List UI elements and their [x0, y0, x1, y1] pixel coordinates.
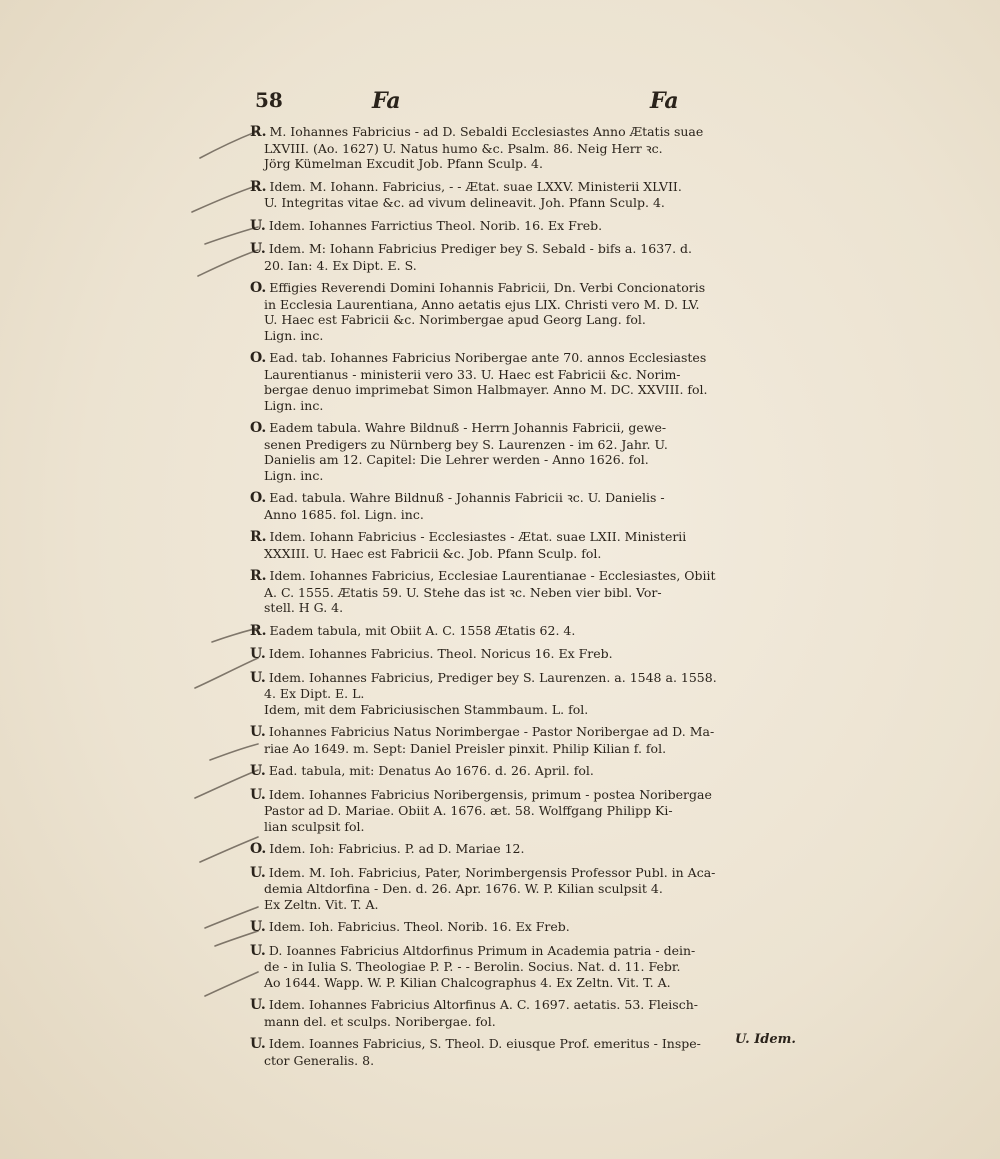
entry-line [250, 179, 805, 196]
page-number: 58 [255, 88, 283, 112]
entry-signum: U. [250, 919, 266, 935]
entry-text: Ead. tab. Iohannes Fabricius Noribergae ante 70. annos Ecclesiastes [269, 350, 707, 365]
entry-line [250, 218, 805, 235]
entry-line [250, 367, 805, 383]
entry-signum: R. [250, 568, 267, 584]
entry-signum: R. [250, 529, 267, 545]
entry-line [250, 600, 805, 616]
entry-line [250, 258, 805, 274]
entry-line [250, 623, 805, 640]
catalogue-entry [250, 420, 805, 483]
entry-line [250, 420, 805, 437]
entry-text: Anno 1685. fol. Lign. inc. [264, 506, 424, 522]
entry-line [250, 468, 805, 484]
entry-line [250, 841, 805, 858]
entry-text: in Ecclesia Laurentiana, Anno aetatis ejus LIX. Christi vero M. D. LV. [264, 296, 700, 312]
entry-text: bergae denuo imprimebat Simon Halbmayer. Anno M. DC. XXVIII. fol. [264, 382, 708, 397]
entry-text: Idem. Iohann Fabricius - Ecclesiastes - Ætat. suae LXII. Ministerii [269, 529, 687, 544]
entry-text: ctor Generalis. 8. [264, 1052, 375, 1068]
catalogue-entry [250, 763, 805, 780]
entry-line [250, 724, 805, 741]
entry-signum: O. [250, 490, 267, 506]
entry-line [250, 865, 805, 882]
entry-line [250, 975, 805, 991]
entry-text: Lign. inc. [264, 397, 324, 413]
entry-text: Danielis am 12. Capitel: Die Lehrer werden - Anno 1626. fol. [264, 452, 649, 467]
entry-signum: R. [250, 622, 267, 639]
entry-line [250, 452, 805, 468]
entry-signum: U. [250, 724, 266, 740]
entry-text: de - in Iulia S. Theologiae P. P. - - Berolin. Socius. Nat. d. 11. Febr. [264, 959, 681, 974]
entry-text: XXXIII. U. Haec est Fabricii &c. Job. Pfann Sculp. fol. [264, 545, 602, 561]
entry-line [250, 507, 805, 523]
entry-line [250, 156, 805, 172]
entry-signum: R. [250, 178, 267, 195]
entry-text: Eadem tabula, mit Obiit A. C. 1558 Ætatis 62. 4. [269, 622, 576, 638]
entry-signum: U. [250, 864, 266, 881]
entry-signum: U. [250, 646, 266, 662]
entry-line [250, 702, 805, 718]
entry-signum: U. [250, 786, 266, 803]
catalogue-entry [250, 787, 805, 835]
entry-text: lian sculpsit fol. [264, 818, 365, 834]
entry-line [250, 312, 805, 328]
entry-text: Laurentianus - ministerii vero 33. U. Haec est Fabricii &c. Norim- [264, 366, 681, 382]
entry-text: mann del. et sculps. Noribergae. fol. [264, 1013, 496, 1029]
catalogue-entry [250, 670, 805, 718]
catalogue-entry [250, 490, 805, 522]
catalogue-entry [250, 943, 805, 991]
entry-line [250, 585, 805, 601]
entry-signum: O. [250, 841, 267, 857]
entry-text: demia Altdorfina - Den. d. 26. Apr. 1676. W. P. Kilian sculpsit 4. [264, 881, 663, 896]
entry-line [250, 1053, 805, 1069]
entry-line [250, 741, 805, 757]
entry-text: Ex Zeltn. Vit. T. A. [264, 896, 379, 912]
entry-line [250, 881, 805, 897]
entry-text: Idem. Iohannes Fabricius. Theol. Noricus 16. Ex Freb. [268, 646, 613, 661]
catalogue-entry [250, 124, 805, 172]
entry-line [250, 819, 805, 835]
entry-signum: R. [250, 124, 267, 140]
entry-signum: O. [250, 420, 267, 436]
entry-text: D. Ioannes Fabricius Altdorfinus Primum in Academia patria - dein- [268, 942, 696, 958]
entry-line [250, 529, 805, 546]
entry-line [250, 686, 805, 702]
catalogue-entry [250, 218, 805, 235]
entry-text: Idem. Iohannes Fabricius Noribergensis, primum - postea Noribergae [268, 786, 712, 802]
catalogue-entry [250, 919, 805, 936]
entry-text: Ead. tabula. Wahre Bildnuß - Johannis Fabricii ꝛc. U. Danielis - [269, 490, 665, 505]
entry-text: M. Iohannes Fabricius - ad D. Sebaldi Ecclesiastes Anno Ætatis suae [269, 124, 704, 139]
entry-signum: U. [250, 217, 266, 234]
catalogue-entry [250, 1036, 805, 1068]
catalogue-entry [250, 646, 805, 663]
catalogue-entry [250, 529, 805, 561]
entry-line [250, 959, 805, 975]
page-header [255, 88, 805, 116]
entry-text: riae Ao 1649. m. Sept: Daniel Preisler pinxit. Philip Kilian f. fol. [264, 740, 667, 756]
entry-signum: O. [250, 280, 267, 296]
entry-line [250, 803, 805, 819]
entry-line [250, 437, 805, 453]
catalogue-entry [250, 568, 805, 616]
catalogue-entry [250, 241, 805, 273]
entry-text: Idem. M. Ioh. Fabricius, Pater, Norimbergensis Professor Publ. in Aca- [268, 864, 716, 880]
catalogue-entries [250, 124, 805, 1075]
entry-text: Idem. Ioh. Fabricius. Theol. Norib. 16. Ex Freb. [268, 919, 570, 934]
entry-line [250, 546, 805, 562]
entry-text: Idem. Iohannes Farrictius Theol. Norib. 16. Ex Freb. [268, 217, 603, 233]
catalogue-entry [250, 179, 805, 211]
entry-line [250, 398, 805, 414]
entry-text: A. C. 1555. Ætatis 59. U. Stehe das ist ꝛc. Neben vier bibl. Vor- [264, 584, 662, 600]
catalogue-entry [250, 841, 805, 858]
entry-signum: U. [250, 942, 266, 959]
entry-text: senen Predigers zu Nürnberg bey S. Laurenzen - im 62. Jahr. U. [264, 436, 668, 452]
entry-text: Ao 1644. Wapp. W. P. Kilian Chalcographus 4. Ex Zeltn. Vit. T. A. [264, 974, 671, 990]
entry-text: Idem. Iohannes Fabricius Altorfinus A. C. 1697. aetatis. 53. Fleisch- [268, 997, 698, 1012]
entry-line [250, 1014, 805, 1030]
running-head-left: Fa [372, 88, 401, 114]
entry-text: Lign. inc. [264, 467, 324, 483]
entry-line [250, 763, 805, 780]
entry-line [250, 919, 805, 936]
entry-line [250, 241, 805, 258]
entry-text: Idem. Iohannes Fabricius, Ecclesiae Laurentianae - Ecclesiastes, Obiit [269, 568, 716, 583]
entry-line [250, 646, 805, 663]
catalogue-entry [250, 623, 805, 640]
entry-signum: U. [250, 669, 266, 686]
entry-line [250, 897, 805, 913]
entry-line [250, 350, 805, 367]
catalogue-entry [250, 280, 805, 343]
entry-line [250, 141, 805, 157]
entry-line [250, 997, 805, 1014]
entry-line [250, 568, 805, 585]
entry-text: Eadem tabula. Wahre Bildnuß - Herrn Johannis Fabricii, gewe- [269, 420, 667, 435]
entry-line [250, 670, 805, 687]
catalogue-entry [250, 724, 805, 756]
entry-signum: U. [250, 241, 266, 257]
entry-text: U. Integritas vitae &c. ad vivum delineavit. Joh. Pfann Sculp. 4. [264, 195, 665, 210]
entry-text: Idem. Ioannes Fabricius, S. Theol. D. eiusque Prof. emeritus - Inspe- [268, 1036, 701, 1051]
entry-signum: U. [250, 997, 266, 1013]
entry-line [250, 280, 805, 297]
entry-text: Idem. M: Iohann Fabricius Prediger bey S. Sebald - bifs a. 1637. d. [268, 241, 693, 256]
entry-text: Pastor ad D. Mariae. Obiit A. 1676. æt. 58. Wolffgang Philipp Ki- [264, 803, 673, 818]
catchword: U. Idem. [735, 1032, 796, 1047]
catalogue-entry [250, 997, 805, 1029]
entry-line [250, 943, 805, 960]
entry-text: stell. H G. 4. [264, 600, 344, 615]
entry-line [250, 195, 805, 211]
entry-line [250, 124, 805, 141]
entry-text: Idem, mit dem Fabriciusischen Stammbaum. L. fol. [264, 701, 589, 717]
running-head-right: Fa [650, 88, 679, 114]
entry-line [250, 1036, 805, 1053]
entry-text: Idem. Iohannes Fabricius, Prediger bey S. Laurenzen. a. 1548 a. 1558. [268, 669, 717, 685]
entry-text: Ead. tabula, mit: Denatus Ao 1676. d. 26. April. fol. [268, 763, 594, 778]
entry-line [250, 787, 805, 804]
entry-text: Lign. inc. [264, 327, 324, 343]
entry-signum: O. [250, 350, 267, 366]
entry-text: 20. Ian: 4. Ex Dipt. E. S. [264, 257, 417, 273]
entry-text: Jörg Kümelman Excudit Job. Pfann Sculp. 4. [264, 156, 543, 171]
entry-line [250, 328, 805, 344]
entry-text: Iohannes Fabricius Natus Norimbergae - Pastor Noribergae ad D. Ma- [268, 724, 715, 739]
catalogue-entry [250, 350, 805, 413]
entry-text: U. Haec est Fabricii &c. Norimbergae apud Georg Lang. fol. [264, 312, 646, 327]
entry-text: LXVIII. (Ao. 1627) U. Natus humo &c. Psalm. 86. Neig Herr ꝛc. [264, 140, 663, 156]
entry-text: Effigies Reverendi Domini Iohannis Fabricii, Dn. Verbi Concionatoris [269, 280, 706, 295]
entry-text: Idem. M. Iohann. Fabricius, - - Ætat. suae LXXV. Ministerii XLVII. [269, 178, 682, 194]
entry-line [250, 382, 805, 398]
entry-text: 4. Ex Dipt. E. L. [264, 686, 365, 701]
entry-signum: U. [250, 1036, 266, 1052]
entry-line [250, 490, 805, 507]
entry-line [250, 297, 805, 313]
entry-text: Idem. Ioh: Fabricius. P. ad D. Mariae 12. [269, 841, 525, 856]
entry-signum: U. [250, 763, 266, 779]
catalogue-entry [250, 865, 805, 913]
